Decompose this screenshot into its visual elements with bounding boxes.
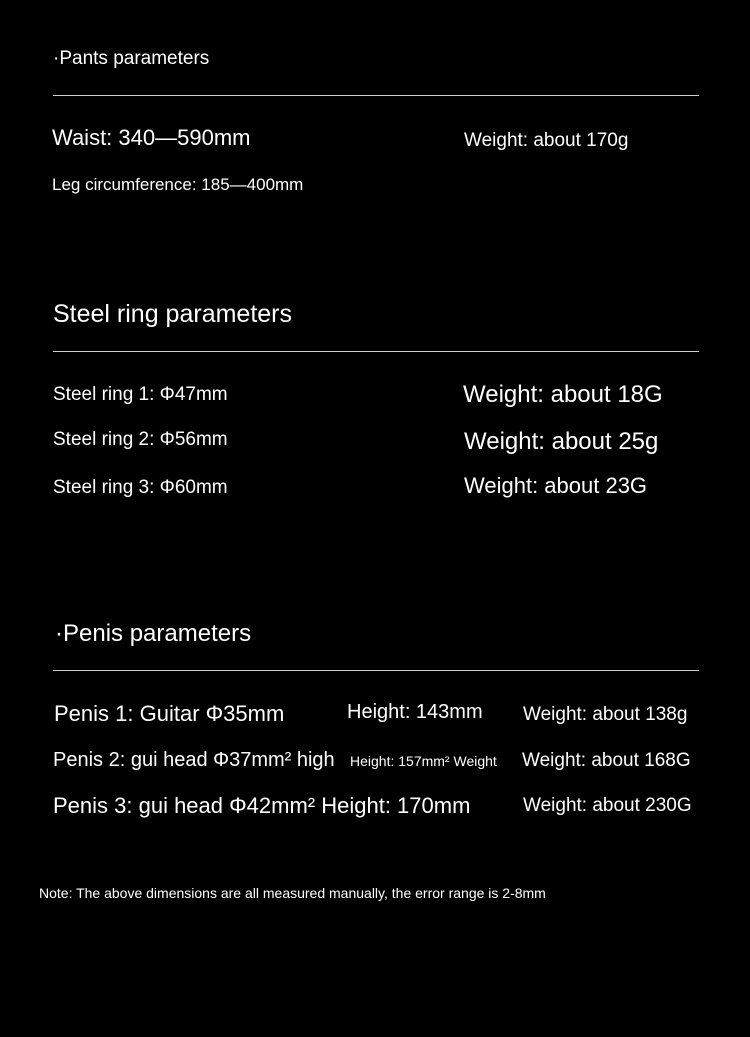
penis-2-weight: Weight: about 168G [522,750,691,771]
steel-ring-1-weight: Weight: about 18G [463,381,663,408]
pants-waist: Waist: 340—590mm [52,125,251,150]
penis-3-label: Penis 3: gui head Φ42mm² Height: 170mm [53,793,471,818]
steel-ring-3-label: Steel ring 3: Φ60mm [53,477,228,498]
steel-ring-divider [53,351,699,352]
measurement-note: Note: The above dimensions are all measured manually, the error range is 2-8mm [39,885,546,901]
pants-weight: Weight: about 170g [464,130,629,151]
penis-3-weight: Weight: about 230G [523,795,692,816]
steel-ring-3-weight: Weight: about 23G [464,473,648,498]
penis-1-height: Height: 143mm [347,701,483,723]
steel-ring-2-weight: Weight: about 25g [464,428,659,455]
penis-2-label: Penis 2: gui head Φ37mm² high [53,749,335,771]
steel-ring-1-label: Steel ring 1: Φ47mm [53,384,228,405]
pants-heading: ·Pants parameters [53,48,210,69]
steel-ring-heading: Steel ring parameters [53,300,293,328]
penis-divider [53,670,699,671]
penis-1-weight: Weight: about 138g [523,704,688,725]
penis-heading: ·Penis parameters [55,620,252,647]
steel-ring-2-label: Steel ring 2: Φ56mm [53,429,228,450]
pants-leg-circumference: Leg circumference: 185—400mm [52,175,304,194]
pants-divider [53,95,699,96]
penis-1-label: Penis 1: Guitar Φ35mm [54,701,285,726]
penis-2-height: Height: 157mm² Weight [350,753,497,769]
